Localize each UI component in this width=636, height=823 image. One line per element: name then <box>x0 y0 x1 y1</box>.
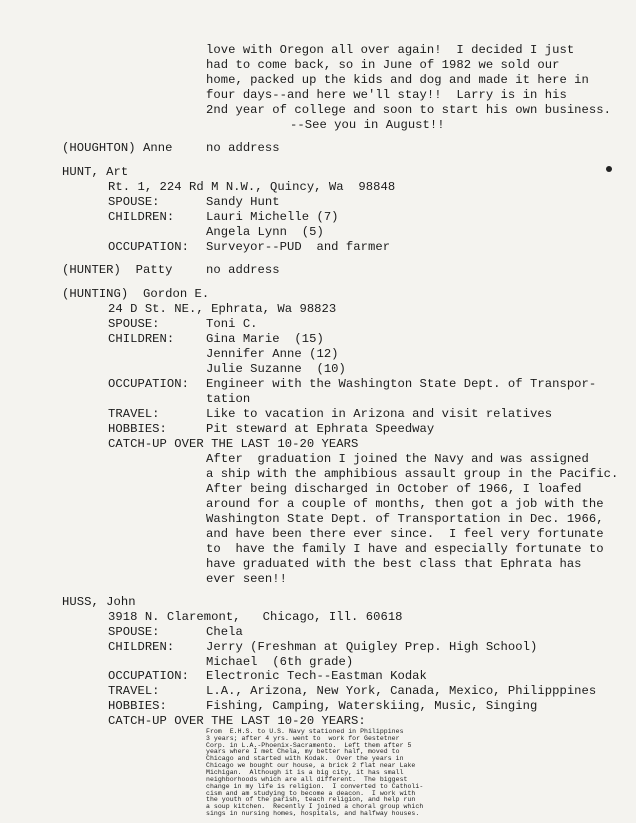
hunting-children-label: CHILDREN: <box>108 332 175 346</box>
huss-hobbies: Fishing, Camping, Waterskiing, Music, Singing <box>206 699 538 714</box>
huss-catchup-line: neighborhoods which are all different. The biggest <box>206 775 408 783</box>
entry-name-houghton: (HOUGHTON) Anne <box>62 141 173 155</box>
huss-occupation: Electronic Tech--Eastman Kodak <box>206 669 427 684</box>
huss-catchup-line: Chicago and started with Kodak. Over the years in <box>206 755 404 763</box>
hunting-catchup-line: After being discharged in October of 1966, I loafed <box>206 482 582 496</box>
huss-catchup-line: the youth of the parish, teach religion, and help run <box>206 796 416 804</box>
hunting-occupation-label: OCCUPATION: <box>108 377 190 391</box>
intro-line: love with Oregon all over again! I decided I just <box>206 43 575 57</box>
hunt-address: Rt. 1, 224 Rd M N.W., Quincy, Wa 98848 <box>108 180 396 194</box>
hunting-spouse: Toni C. <box>206 317 258 331</box>
huss-travel: L.A., Arizona, New York, Canada, Mexico, Philipppines <box>206 684 597 699</box>
hunting-catchup-line: to have the family I have and especially fortunate to <box>206 542 604 556</box>
hunting-spouse-label: SPOUSE: <box>108 317 160 331</box>
hunting-hobbies: Pit steward at Ephrata Speedway <box>206 422 435 436</box>
hunting-child: Gina Marie (15) <box>206 332 324 346</box>
entry-name-huss: HUSS, John <box>62 595 136 610</box>
huss-catchup-line: Michigan. Although it is a big city, it has small <box>206 769 404 776</box>
huss-spouse: Chela <box>206 624 243 639</box>
hunting-travel-label: TRAVEL: <box>108 407 160 421</box>
huss-children-label: CHILDREN: <box>108 639 175 654</box>
hunting-hobbies-label: HOBBIES: <box>108 422 167 436</box>
hunting-occupation: tation <box>206 392 251 406</box>
hunt-spouse-label: SPOUSE: <box>108 195 160 209</box>
entry-name-hunting: (HUNTING) Gordon E. <box>62 287 210 301</box>
entry-name-hunt: HUNT, Art <box>62 165 129 179</box>
hunting-catchup-line: have graduated with the best class that Ephrata has <box>206 557 582 571</box>
hunting-catchup-line: ever seen!! <box>206 572 288 586</box>
intro-line: 2nd year of college and soon to start his own business. <box>206 103 612 117</box>
intro-line: had to come back, so in June of 1982 we sold our <box>206 58 560 72</box>
hunting-occupation: Engineer with the Washington State Dept. of Transpor- <box>206 377 597 391</box>
hunt-children-label: CHILDREN: <box>108 210 175 224</box>
huss-catchup-line: Chicago we bought our house, a brick 2 flat near Lake <box>206 762 416 770</box>
entry-name-hunter: (HUNTER) Patty <box>62 263 173 277</box>
huss-hobbies-label: HOBBIES: <box>108 699 167 714</box>
huss-catchup-line: From E.H.S. to U.S. Navy stationed in Philippines <box>206 727 404 735</box>
huss-catchup-line: a soup kitchen. Recently I joined a choral group which <box>206 803 424 811</box>
hunting-catchup-label: CATCH-UP OVER THE LAST 10-20 YEARS <box>108 437 359 451</box>
stray-mark <box>606 166 612 172</box>
hunting-catchup-line: around for a couple of months, then got a job with the <box>206 497 604 511</box>
hunting-catchup-line: Washington State Dept. of Transportation in Dec. 1966, <box>206 512 604 526</box>
hunting-catchup-line: and have been there ever since. I feel very fortunate <box>206 527 604 541</box>
huss-child: Jerry (Freshman at Quigley Prep. High School) <box>206 639 538 654</box>
hunt-child: Lauri Michelle (7) <box>206 210 339 224</box>
intro-line: home, packed up the kids and dog and made it here in <box>206 73 589 87</box>
entry-note-houghton: no address <box>206 141 280 155</box>
huss-spouse-label: SPOUSE: <box>108 624 160 639</box>
huss-child: Michael (6th grade) <box>206 654 354 669</box>
hunting-catchup-line: After graduation I joined the Navy and was assigned <box>206 452 589 466</box>
hunt-occupation: Surveyor--PUD and farmer <box>206 240 391 254</box>
huss-occupation-label: OCCUPATION: <box>108 669 190 684</box>
hunt-spouse: Sandy Hunt <box>206 195 280 209</box>
hunt-occupation-label: OCCUPATION: <box>108 240 190 254</box>
huss-travel-label: TRAVEL: <box>108 684 160 699</box>
hunting-child: Jennifer Anne (12) <box>206 347 339 361</box>
huss-catchup-label: CATCH-UP OVER THE LAST 10-20 YEARS: <box>108 714 366 728</box>
intro-line: four days--and here we'll stay!! Larry is in his <box>206 88 567 102</box>
hunting-address: 24 D St. NE., Ephrata, Wa 98823 <box>108 302 337 316</box>
huss-address: 3918 N. Claremont, Chicago, Ill. 60618 <box>108 610 403 624</box>
huss-catchup-line: 3 years; after 4 yrs. went to work for Gestetner <box>206 734 400 742</box>
huss-catchup-line: change in my life is religion. I converted to Catholi- <box>206 782 424 790</box>
intro-line: --See you in August!! <box>290 118 445 132</box>
hunting-child: Julie Suzanne (10) <box>206 362 346 376</box>
hunt-child: Angela Lynn (5) <box>206 225 324 239</box>
hunting-catchup-line: a ship with the amphibious assault group in the Pacific. <box>206 467 619 481</box>
huss-catchup-line: cism and am studying to become a deacon. I work with <box>206 789 416 797</box>
huss-catchup-line: Corp. in L.A.-Phoenix-Sacramento. Left them after 5 <box>206 741 412 749</box>
huss-catchup-line: years where I met Chela, my better half, moved to <box>206 748 400 756</box>
hunting-travel: Like to vacation in Arizona and visit relatives <box>206 407 553 421</box>
entry-note-hunter: no address <box>206 263 280 277</box>
huss-catchup-line: sings in nursing homes, hospitals, and halfway houses. <box>206 810 420 818</box>
